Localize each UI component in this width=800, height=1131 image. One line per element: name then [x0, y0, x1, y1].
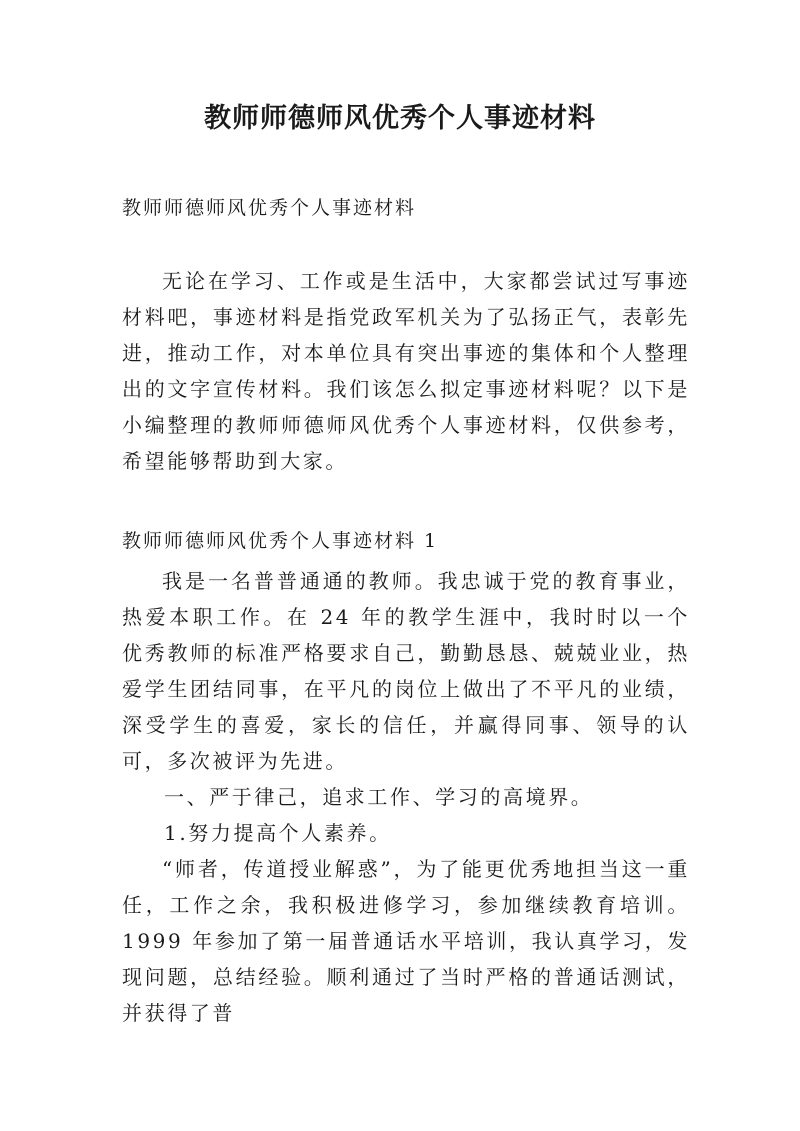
- document-subtitle: 教师师德师风优秀个人事迹材料: [122, 197, 417, 219]
- intro-paragraph: 无论在学习、工作或是生活中，大家都尝试过写事迹材料吧，事迹材料是指党政军机关为了弘扬正气，表彰先进，推动工作，对本单位具有突出事迹的集体和个人整理出的文字宣传材料。我们该怎么拟定事迹材料呢？以下是小编整理的教师师德师风优秀个人事迹材料，仅供参考，希望能够帮助到大家。: [122, 269, 690, 473]
- document-title: 教师师德师风优秀个人事迹材料: [204, 103, 596, 134]
- subheading-one-point-one: 1.努力提高个人素养。: [164, 821, 392, 845]
- subheading-one: 一、严于律己，追求工作、学习的高境界。: [164, 785, 594, 809]
- body-paragraph-1: 我是一名普普通通的教师。我忠诚于党的教育事业，热爱本职工作。在 24 年的教学生涯中，我时时以一个优秀教师的标准严格要求自己，勤勤恳恳、兢兢业业，热爱学生团结同事，在平凡的岗位上做出了不平凡的业绩，深受学生的喜爱，家长的信任，并赢得同事、领导的认可，多次被评为先进。: [122, 569, 690, 773]
- body-paragraph-2: “师者，传道授业解惑”，为了能更优秀地担当这一重任，工作之余，我积极进修学习，参加继续教育培训。1999 年参加了第一届普通话水平培训，我认真学习，发现问题，总结经验。顺利通过了当时严格的普通话测试，并获得了普: [122, 857, 690, 1025]
- section-heading: 教师师德师风优秀个人事迹材料 1: [122, 530, 439, 552]
